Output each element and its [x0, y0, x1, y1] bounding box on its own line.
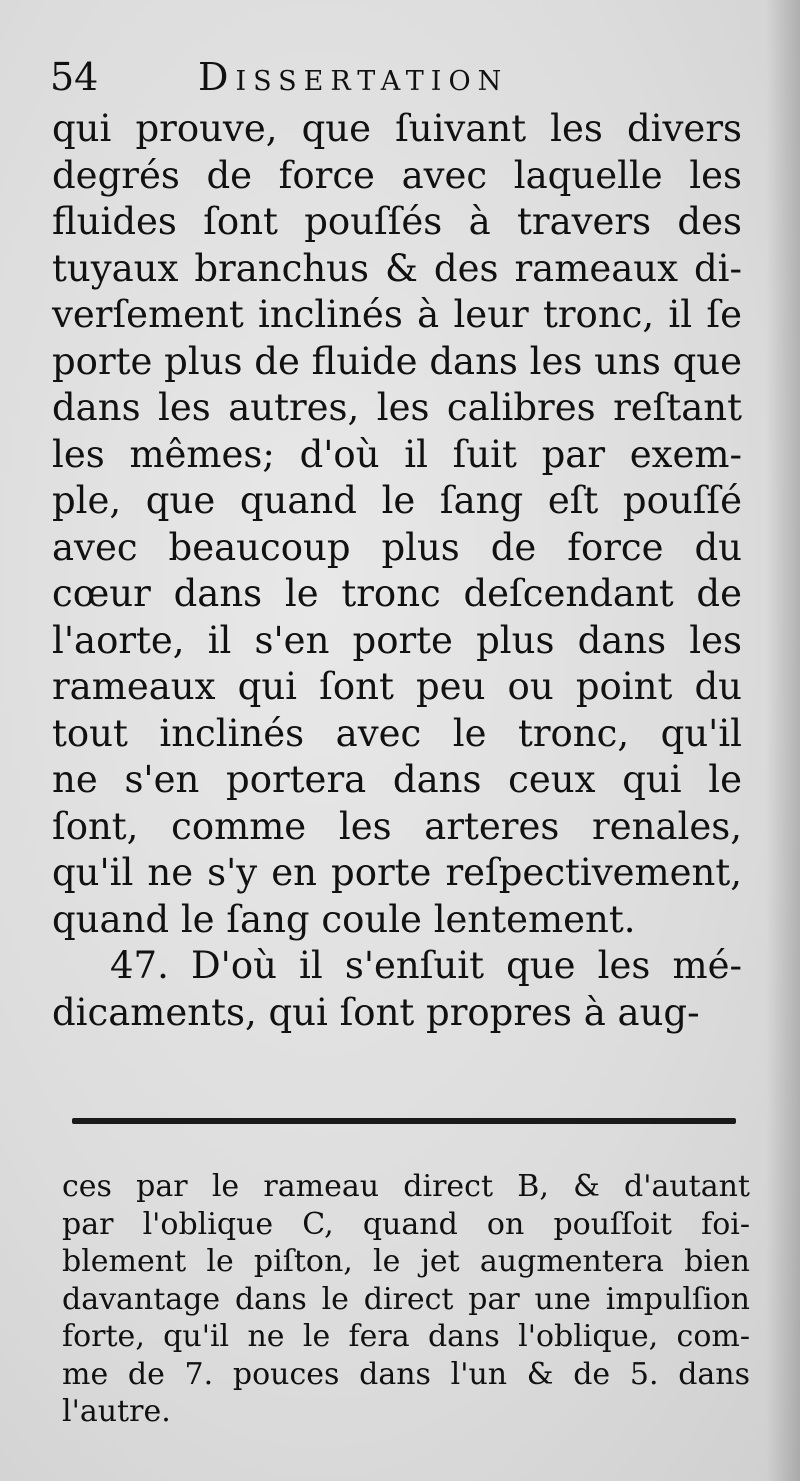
footnote-separator-rule: [72, 1118, 736, 1124]
text-line: l'aorte, il s'en porte plus dans les: [52, 618, 742, 662]
footnote-line: ces par le rameau direct B, & d'autant: [62, 1169, 750, 1204]
footnote-line: par l'oblique C, quand on pouſſoit foi-: [62, 1206, 750, 1242]
text-line: qu'il ne s'y en porte reſpectivement,: [52, 851, 742, 894]
text-line: qui prouve, que ſuivant les divers: [52, 107, 742, 150]
text-line: fluides ſont pouſſés à travers des: [52, 200, 742, 243]
page-header: [50, 52, 750, 102]
footnote-line: me de 7. pouces dans l'un & de 5. dans: [62, 1356, 750, 1392]
text-line-section-47: 47. D'où il s'enſuit que les mé-: [110, 944, 742, 987]
text-line: avec beaucoup plus de force du: [52, 525, 742, 569]
text-line: ple, que quand le ſang eſt pouſſé: [52, 479, 742, 522]
footnote-line: blement le piſton, le jet augmentera bien: [62, 1244, 750, 1279]
footnote: [62, 1168, 750, 1431]
text-line-paragraph-end: quand le ſang coule lentement.: [52, 897, 636, 941]
text-line: dans les autres, les calibres reſtant: [52, 386, 742, 429]
text-line: cœur dans le tronc deſcendant de: [52, 572, 742, 615]
footnote-line: forte, qu'il ne le fera dans l'oblique, com-: [62, 1319, 750, 1354]
text-line: dicaments, qui ſont propres à aug-: [52, 990, 700, 1034]
footnote-line: davantage dans le direct par une impulſion: [62, 1281, 750, 1317]
text-line: degrés de force avec laquelle les: [52, 153, 742, 197]
text-line: porte plus de fluide dans les uns que: [52, 339, 742, 383]
text-line: ne s'en portera dans ceux qui le: [52, 758, 742, 801]
footnote-line: l'autre.: [62, 1394, 171, 1429]
text-line: les mêmes; d'où il ſuit par exem-: [52, 432, 742, 476]
page-number: 54: [50, 55, 99, 99]
running-title: Dissertation: [198, 55, 509, 99]
text-line: ſont, comme les arteres renales,: [52, 804, 742, 848]
text-line: tout inclinés avec le tronc, qu'il: [52, 711, 742, 755]
text-line: tuyaux branchus & des rameaux di-: [52, 246, 742, 290]
text-line: verſement inclinés à leur tronc, il ſe: [52, 293, 742, 336]
main-text: [52, 106, 742, 1036]
text-line: rameaux qui ſont peu ou point du: [52, 665, 742, 708]
page-edge-shadow: [766, 0, 800, 1481]
